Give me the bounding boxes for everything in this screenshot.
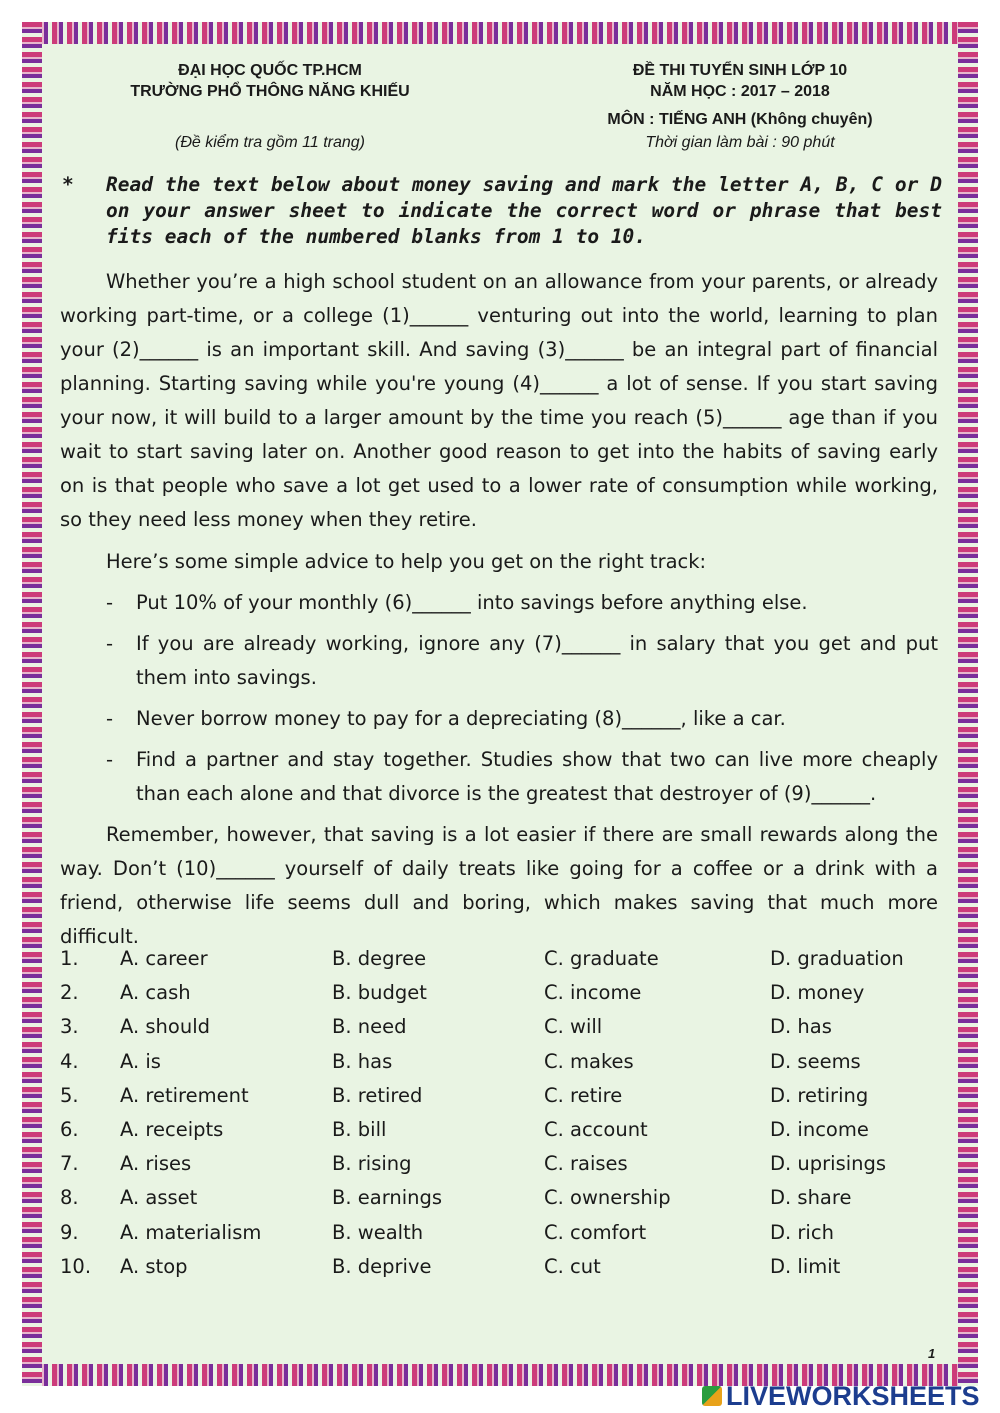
option-a: A. stop <box>120 1254 188 1278</box>
option-d: D. money <box>770 981 865 1005</box>
option-a: A. career <box>120 947 208 970</box>
question-number: 1. <box>60 947 79 970</box>
option-row <box>60 1181 940 1215</box>
option-c: C. will <box>544 1015 603 1039</box>
option-c: C. graduate <box>544 947 659 970</box>
question-number: 5. <box>60 1083 79 1107</box>
option-row <box>60 1113 940 1147</box>
passage-paragraph-1: Whether you’re a high school student on an allowance from your parents, or already working part-time, or a college (1)______ venturing out into the world, learning to plan your (2)______ is an important skill. And saving (3)______ be an integral part of financial planning. Starting saving while you're young (4)______ a lot of sense. If you start saving your now, it will build to a larger amount by the time you reach (5)______ age than if you wait to start saving later on. Another good reason to get into the habits of saving early on is that people who save a lot get used to a lower rate of consumption while working, so they need less money when they retire. <box>60 270 938 531</box>
option-c: C. retire <box>544 1083 623 1107</box>
option-b: B. has <box>332 1049 393 1073</box>
option-a: A. rises <box>120 1152 192 1176</box>
advice-item <box>106 586 938 620</box>
passage-paragraph-3: Remember, however, that saving is a lot easier if there are small rewards along the way. Don’t (10)______ yourself of daily treats like going for a coffee or a drink with a friend, otherwise life seems dull and boring, which makes saving that much more difficult. <box>60 823 938 948</box>
option-a: A. is <box>120 1049 161 1073</box>
subject: MÔN : TIẾNG ANH (Không chuyên) <box>607 111 873 128</box>
instruction-marker: * <box>62 173 74 196</box>
option-d: D. seems <box>770 1049 861 1073</box>
answer-options <box>60 942 940 1284</box>
option-b: B. deprive <box>332 1254 432 1278</box>
bullet-dash: - <box>106 748 114 771</box>
university-name: ĐẠI HỌC QUỐC TP.HCM <box>178 62 362 79</box>
option-c: C. raises <box>544 1152 628 1176</box>
option-row <box>60 1045 940 1079</box>
option-d: D. uprisings <box>770 1152 887 1176</box>
passage-paragraph-2: Here’s some simple advice to help you get on the right track: <box>106 550 707 573</box>
option-b: B. earnings <box>332 1186 443 1210</box>
question-number: 10. <box>60 1254 92 1278</box>
question-number: 2. <box>60 981 79 1005</box>
option-c: C. makes <box>544 1049 634 1073</box>
question-number: 7. <box>60 1152 79 1176</box>
school-name: TRƯỜNG PHỔ THÔNG NĂNG KHIẾU <box>130 83 410 100</box>
option-d: D. limit <box>770 1254 841 1278</box>
option-d: D. income <box>770 1117 869 1141</box>
option-a: A. materialism <box>120 1220 262 1244</box>
advice-text: If you are already working, ignore any (7)______ in salary that you get and put them into savings. <box>136 632 938 689</box>
option-b: B. rising <box>332 1152 412 1176</box>
option-a: A. should <box>120 1015 210 1039</box>
option-a: A. asset <box>120 1186 198 1210</box>
option-row <box>60 1216 940 1250</box>
option-c: C. account <box>544 1117 648 1141</box>
header-left <box>90 60 450 102</box>
option-b: B. bill <box>332 1117 387 1141</box>
option-b: B. wealth <box>332 1220 424 1244</box>
question-number: 9. <box>60 1220 79 1244</box>
advice-text: Find a partner and stay together. Studies show that two can live more cheaply than each alone and that divorce is the greatest that destroyer of (9)______. <box>136 748 938 805</box>
page-count-note: (Đề kiểm tra gồm 11 trang) <box>175 134 365 151</box>
option-b: B. budget <box>332 981 427 1005</box>
school-year: NĂM HỌC : 2017 – 2018 <box>650 83 830 100</box>
decorative-border-left <box>22 22 42 1386</box>
advice-text: Never borrow money to pay for a depreciating (8)______, like a car. <box>136 707 786 730</box>
option-row <box>60 1147 940 1181</box>
option-a: A. cash <box>120 981 191 1005</box>
option-b: B. degree <box>332 947 427 970</box>
option-row <box>60 976 940 1010</box>
decorative-border-top <box>22 22 978 44</box>
option-a: A. receipts <box>120 1117 224 1141</box>
decorative-border-right <box>958 22 978 1386</box>
option-c: C. comfort <box>544 1220 647 1244</box>
page-number: 1 <box>928 1346 936 1361</box>
question-number: 8. <box>60 1186 79 1210</box>
advice-text: Put 10% of your monthly (6)______ into savings before anything else. <box>136 591 808 614</box>
option-c: C. cut <box>544 1254 601 1278</box>
liveworksheets-logo-icon <box>702 1386 722 1406</box>
option-a: A. retirement <box>120 1083 249 1107</box>
advice-item <box>106 627 938 695</box>
option-d: D. share <box>770 1186 852 1210</box>
bullet-dash: - <box>106 591 114 614</box>
advice-item <box>106 702 938 736</box>
option-row <box>60 1250 940 1284</box>
option-d: D. graduation <box>770 947 904 970</box>
option-d: D. retiring <box>770 1083 869 1107</box>
option-d: D. has <box>770 1015 832 1039</box>
question-number: 4. <box>60 1049 79 1073</box>
instruction-text: Read the text below about money saving and mark the letter A, B, C or D on your answer sheet to indicate the correct word or phrase that best fits each of the numbered blanks from 1 to 10. <box>106 173 942 248</box>
bullet-dash: - <box>106 707 114 730</box>
question-number: 6. <box>60 1117 79 1141</box>
bullet-dash: - <box>106 632 114 655</box>
liveworksheets-watermark <box>702 1382 980 1410</box>
advice-item <box>106 743 938 811</box>
option-b: B. need <box>332 1015 407 1039</box>
option-c: C. income <box>544 981 642 1005</box>
option-row <box>60 942 940 976</box>
header-right <box>560 60 920 130</box>
question-number: 3. <box>60 1015 79 1039</box>
watermark-text: LIVEWORKSHEETS <box>726 1380 980 1411</box>
option-b: B. retired <box>332 1083 423 1107</box>
time-limit: Thời gian làm bài : 90 phút <box>645 134 835 151</box>
instruction <box>62 172 942 250</box>
option-row <box>60 1079 940 1113</box>
option-c: C. ownership <box>544 1186 671 1210</box>
option-row <box>60 1010 940 1044</box>
option-d: D. rich <box>770 1220 834 1244</box>
exam-title: ĐỀ THI TUYỂN SINH LỚP 10 <box>632 62 848 79</box>
